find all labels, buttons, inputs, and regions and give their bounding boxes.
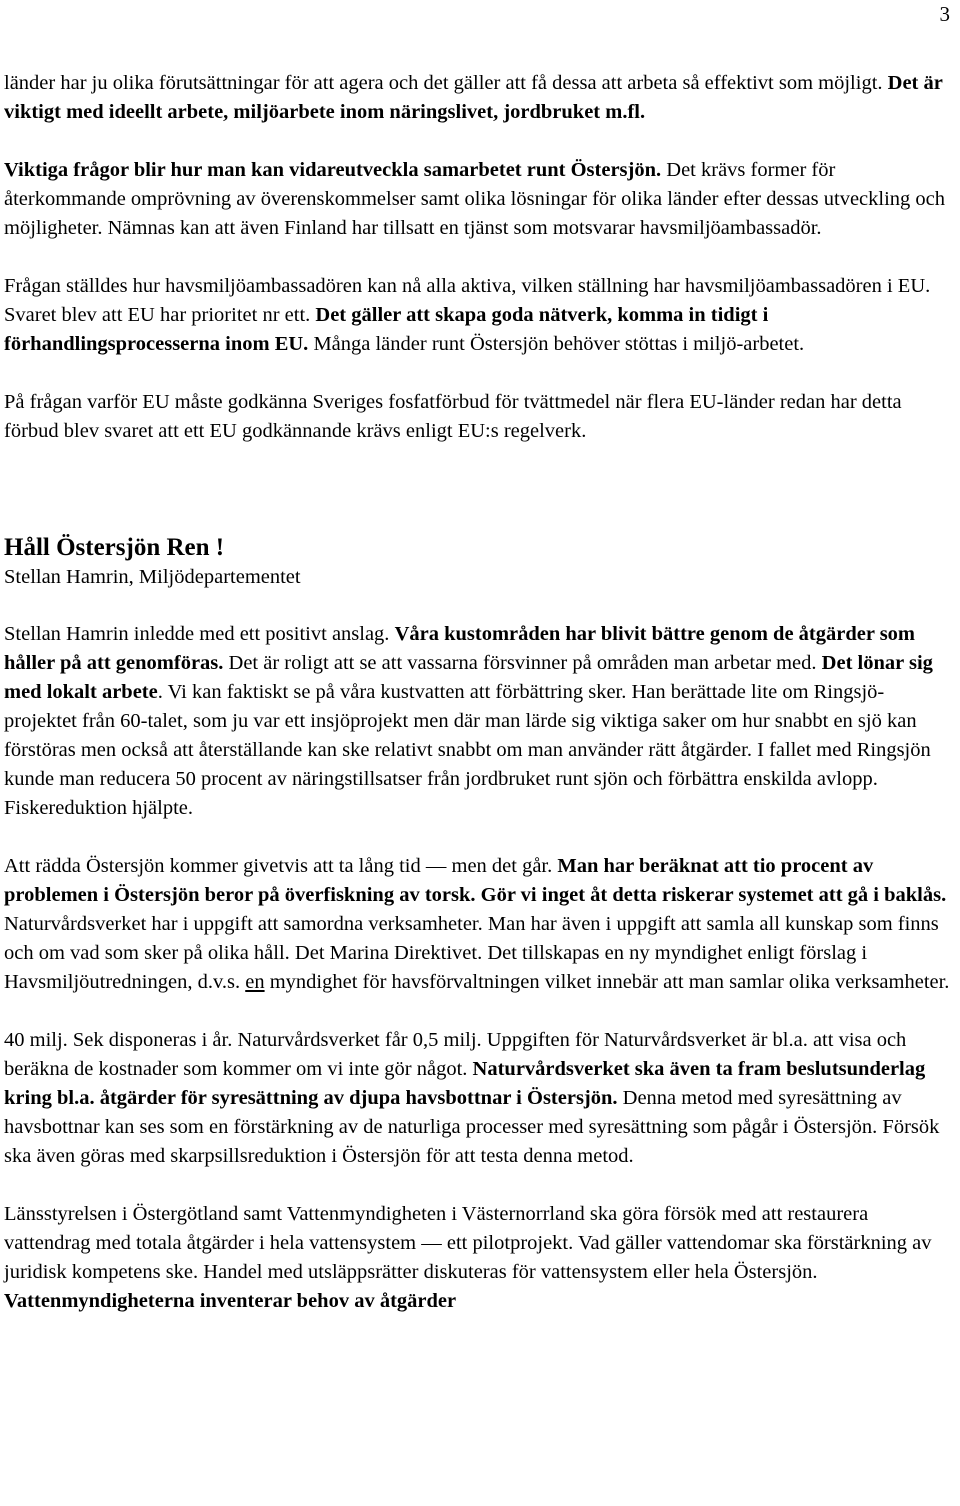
paragraph-emphasis: Naturvårdsverket ska även ta fram beslutsunderlag kring bl.a. åtgärder för syresättning av djupa havsbottnar i Östersjön. — [4, 1058, 926, 1109]
paragraph-section-1 — [4, 620, 956, 823]
document-body — [4, 69, 956, 1316]
paragraph-text: På frågan varför EU måste godkänna Sveriges fosfatförbud för tvättmedel när flera EU-länder redan har detta förbud blev svaret att ett EU godkännande krävs enligt EU:s regelverk. — [4, 391, 902, 442]
paragraph-text: myndighet för havsförvaltningen vilket innebär att man samlar olika verksamheter. — [264, 971, 950, 993]
paragraph-text: Många länder runt Östersjön behöver stöttas i miljö-arbetet. — [308, 333, 805, 355]
paragraph-intro-2 — [4, 156, 956, 243]
paragraph-section-2 — [4, 852, 956, 997]
paragraph-emphasis: Våra kustområden har blivit bättre genom de åtgärder som håller på att genomföras. — [4, 623, 916, 674]
paragraph-emphasis: Viktiga frågor blir hur man kan vidareutveckla samarbetet runt Östersjön. — [4, 159, 662, 181]
section-title: Håll Östersjön Ren — [4, 534, 210, 561]
paragraph-text: Det är roligt att se att vassarna försvinner på områden man arbetar med. — [223, 652, 822, 674]
paragraph-text: Naturvårdsverket har i uppgift att samordna verksamheter. Man har även i uppgift att samla all kunskap som finns och om vad som sker på olika håll. Det Marina Direktivet. Det tillskapas en ny myndighet enligt förslag i Havsmiljöutredningen, d.v.s. — [4, 913, 939, 993]
paragraph-text: 40 milj. Sek disponeras i år. Naturvårdsverket får 0,5 milj. Uppgiften för Naturvårdsverket är bl.a. att visa och beräkna de kostnader som kommer om vi inte gör något. — [4, 1029, 907, 1080]
page-number: 3 — [939, 2, 950, 26]
section-title-exclamation: ! — [209, 534, 225, 561]
paragraph-section-4 — [4, 1200, 956, 1316]
paragraph-emphasis: Det är viktigt med ideellt arbete, miljöarbete inom näringslivet, jordbruket m.fl. — [4, 72, 943, 123]
paragraph-section-3 — [4, 1026, 956, 1171]
paragraph-text: Att rädda Östersjön kommer givetvis att ta lång tid — men det går. — [4, 855, 558, 877]
paragraph-intro-1 — [4, 69, 956, 127]
section-heading — [4, 533, 956, 563]
paragraph-text: länder har ju olika förutsättningar för att agera och det gäller att få dessa att arbeta så effektivt som möjligt. — [4, 72, 888, 94]
paragraph-emphasis: Vattenmyndigheterna inventerar behov av åtgärder — [4, 1290, 457, 1312]
paragraph-text: Frågan ställdes hur havsmiljöambassadören kan nå alla aktiva, vilken ställning har havsmiljöambassadören i EU. Svaret blev att EU har prioritet nr ett. — [4, 275, 931, 326]
paragraph-emphasis: Det gäller att skapa goda nätverk, komma in tidigt i förhandlingsprocesserna inom EU. — [4, 304, 769, 355]
paragraph-underlined: en — [245, 971, 265, 993]
paragraph-emphasis: Det lönar sig med lokalt arbete — [4, 652, 933, 703]
section-byline: Stellan Hamrin, Miljödepartementet — [4, 566, 301, 588]
paragraph-intro-4 — [4, 388, 956, 446]
paragraph-emphasis: Man har beräknat att tio procent av problemen i Östersjön beror på överfiskning av torsk. Gör vi inget åt detta riskerar systemet att gå i baklås. — [4, 855, 947, 906]
paragraph-text: Länsstyrelsen i Östergötland samt Vattenmyndigheten i Västernorrland ska göra försök med att restaurera vattendrag med totala åtgärder i hela vattensystem — ett pilotprojekt. Vad gäller vattendomar ska förstärkning av juridisk kompetens ske. Handel med utsläppsrätter diskuteras för vattensystem eller hela Östersjön. — [4, 1203, 932, 1283]
paragraph-text: Denna metod med syresättning av havsbottnar kan ses som en förstärkning av de naturliga processer med syresättning som pågår i Östersjön. Försök ska även göras med skarpsillsreduktion i Östersjön för att testa denna metod. — [4, 1087, 940, 1167]
paragraph-text: Stellan Hamrin inledde med ett positivt anslag. — [4, 623, 395, 645]
paragraph-intro-3 — [4, 272, 956, 359]
paragraph-text: . Vi kan faktiskt se på våra kustvatten att förbättring sker. Han berättade lite om Ringsjö-projektet från 60-talet, som ju var ett insjöprojekt men där man lärde sig viktiga saker om hur snabbt en sjö kan förstöras men också att återställande kan ske relativt snabbt om man använder rätt åtgärder. I fallet med Ringsjön kunde man reducera 50 procent av näringstillsatser från jordbruket runt sjön och förbättra enskilda avlopp. Fiskereduktion hjälpte. — [4, 681, 931, 819]
paragraph-text: Det krävs former för återkommande omprövning av överenskommelser samt olika lösningar för olika länder efter dessas utveckling och möjligheter. Nämnas kan att även Finland har tillsatt en tjänst som motsvarar havsmiljöambassadör. — [4, 159, 946, 239]
